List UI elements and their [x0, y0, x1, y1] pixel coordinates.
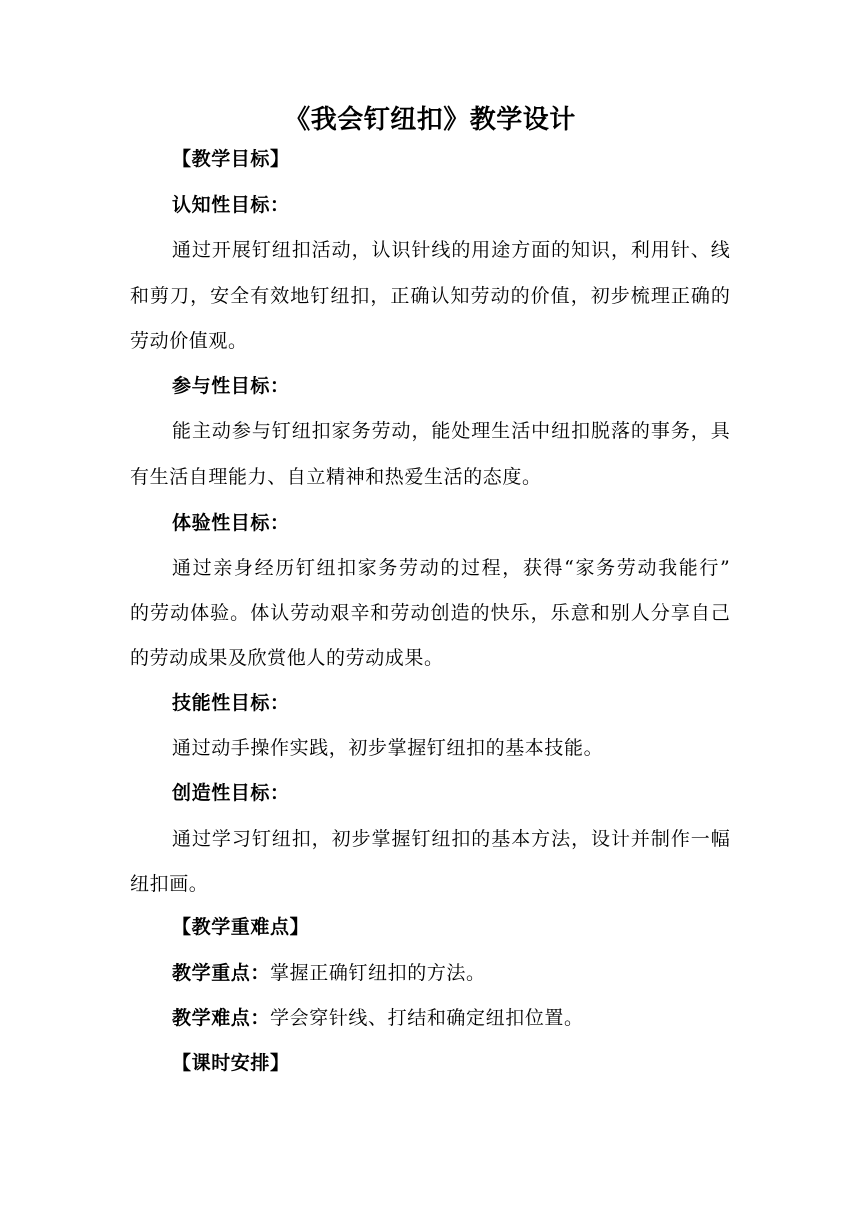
- cognitive-objective-line-3: 劳动价值观。: [130, 330, 248, 352]
- key-point-label: 教学重点：: [172, 962, 271, 984]
- key-point-text: 掌握正确钉纽扣的方法。: [270, 962, 486, 984]
- section-heading-schedule: 【课时安排】: [172, 1052, 290, 1074]
- experience-objective-line-2: 的 劳 动 体 验 。 体 认 劳 动 艰 辛 和 劳 动 创 造 的 快 乐 ， 乐 意 和 别 人 分 享 自 己: [130, 602, 730, 624]
- skill-objective-line-1: 通过动手操作实践，初步掌握钉纽扣的基本技能。: [172, 737, 604, 759]
- creativity-objective-label: 创造性目标：: [172, 782, 290, 804]
- participation-objective-label: 参与性目标：: [172, 375, 290, 397]
- participation-objective-line-2: 有生活自理能力、自立精神和热爱生活的态度。: [130, 466, 542, 488]
- section-heading-objectives: 【教学目标】: [172, 148, 290, 170]
- participation-objective-line-1: 能 主 动 参 与 钉 纽 扣 家 务 劳 动 ， 能 处 理 生 活 中 纽 扣 脱 落 的 事 务 ， 具: [172, 420, 730, 442]
- document-title: 《我会钉纽扣》教学设计: [284, 105, 576, 135]
- experience-objective-line-3: 的劳动成果及欣赏他人的劳动成果。: [130, 647, 444, 669]
- experience-objective-line-1: 通 过 亲 身 经 历 钉 纽 扣 家 务 劳 动 的 过 程 ， 获 得 “ 家 务 劳 动 我 能 行 ”: [172, 557, 730, 579]
- creativity-objective-line-2: 纽扣画。: [130, 873, 209, 895]
- cognitive-objective-line-2: 和 剪 刀 ， 安 全 有 效 地 钉 纽 扣 ， 正 确 认 知 劳 动 的 价 值 ， 初 步 梳 理 正 确 的: [130, 285, 730, 307]
- creativity-objective-line-1: 通 过 学 习 钉 纽 扣 ， 初 步 掌 握 钉 纽 扣 的 基 本 方 法 ， 设 计 并 制 作 一 幅: [172, 828, 730, 850]
- experience-objective-label: 体验性目标：: [172, 512, 290, 534]
- difficulty-text: 学会穿针线、打结和确定纽扣位置。: [270, 1007, 584, 1029]
- section-heading-key-points: 【教学重难点】: [172, 916, 310, 938]
- difficulty-row: [172, 1003, 730, 1033]
- key-point-row: [172, 958, 730, 988]
- difficulty-label: 教学难点：: [172, 1007, 271, 1029]
- cognitive-objective-label: 认知性目标：: [172, 194, 290, 216]
- skill-objective-label: 技能性目标：: [172, 692, 290, 714]
- cognitive-objective-line-1: 通 过 开 展 钉 纽 扣 活 动 ， 认 识 针 线 的 用 途 方 面 的 知 识 ， 利 用 针 、 线: [172, 239, 730, 261]
